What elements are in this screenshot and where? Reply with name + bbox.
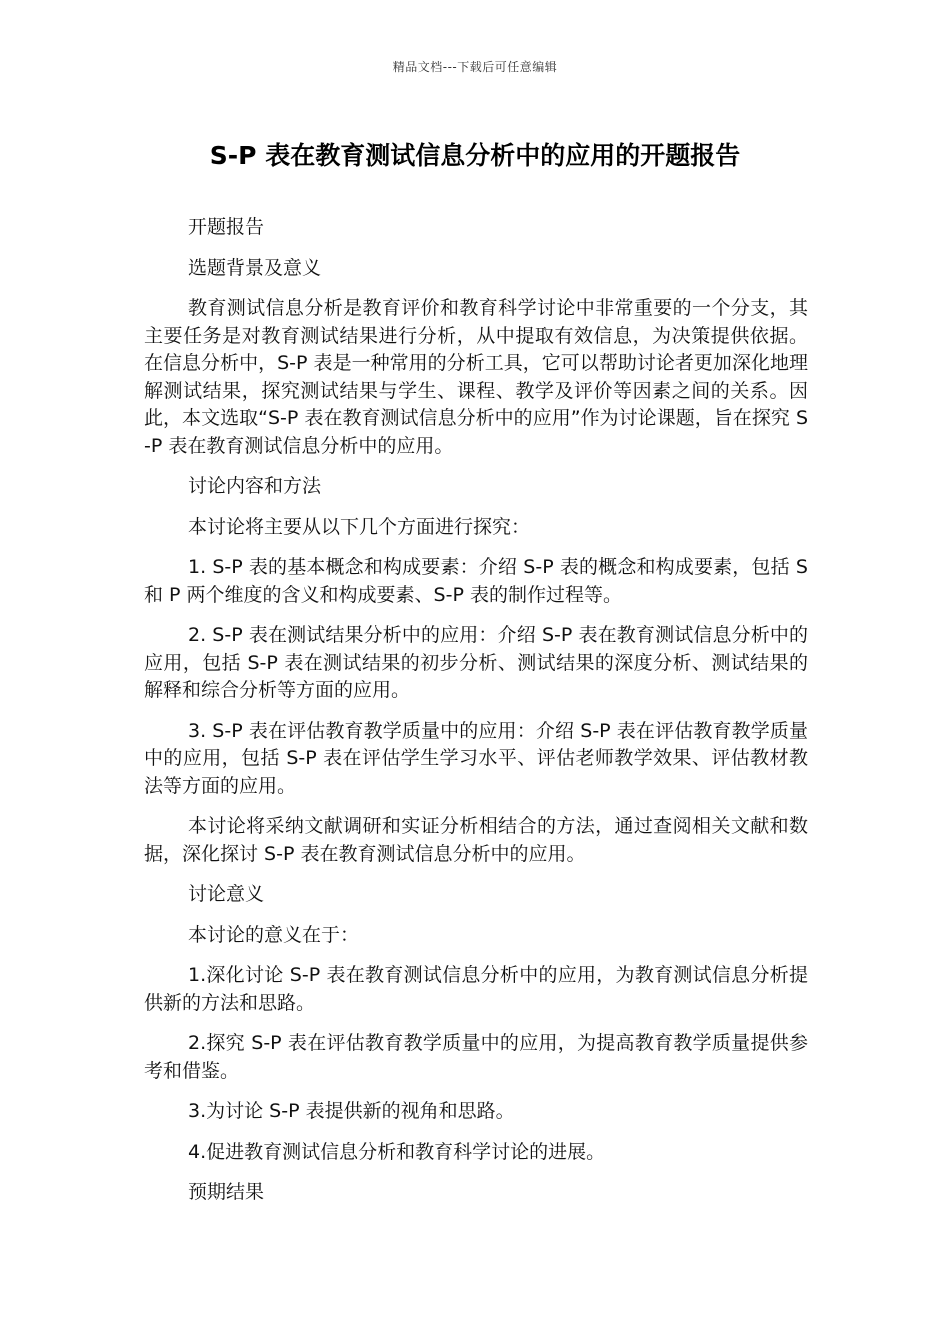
- paragraph-significance-intro: 本讨论的意义在于：: [188, 923, 360, 946]
- list-item-1: 1. S-P 表的基本概念和构成要素：介绍 S-P 表的概念和构成要素，包括 S 和 P 两个维度的含义和构成要素、S-P 表的制作过程等。: [144, 556, 808, 606]
- significance-item-2: 2.探究 S-P 表在评估教育教学质量中的应用，为提高教育教学质量提供参考和借鉴。: [144, 1032, 808, 1082]
- section-heading-significance: 讨论意义: [188, 883, 265, 905]
- section-heading-expected-results: 预期结果: [188, 1181, 265, 1203]
- document-title: S-P 表在教育测试信息分析中的应用的开题报告: [209, 141, 741, 170]
- paragraph-background: 教育测试信息分析是教育评价和教育科学讨论中非常重要的一个分支，其主要任务是对教育测试结果进行分析，从中提取有效信息，为决策提供依据。在信息分析中，S-P 表是一种常用的分析工具，它可以帮助讨论者更加深化地理解测试结果，探究测试结果与学生、课程、教学及评价等因素之间的关系。因此，本文选取“S-P 表在教育测试信息分析中的应用”作为讨论课题，旨在探究 S-P 表在教育测试信息分析中的应用。: [144, 297, 808, 457]
- section-heading-content-method: 讨论内容和方法: [188, 475, 322, 497]
- header-watermark: 精品文档---下载后可任意编辑: [392, 60, 558, 74]
- significance-item-3: 3.为讨论 S-P 表提供新的视角和思路。: [188, 1100, 515, 1122]
- paragraph-intro: 本讨论将主要从以下几个方面进行探究：: [188, 515, 531, 538]
- list-item-3: 3. S-P 表在评估教育教学质量中的应用：介绍 S-P 表在评估教育教学质量中的应用，包括 S-P 表在评估学生学习水平、评估老师教学效果、评估教材教法等方面的应用。: [144, 719, 808, 797]
- document-body: [144, 214, 808, 1220]
- significance-item-4: 4.促进教育测试信息分析和教育科学讨论的进展。: [188, 1140, 606, 1163]
- significance-item-1: 1.深化讨论 S-P 表在教育测试信息分析中的应用，为教育测试信息分析提供新的方法和思路。: [144, 964, 808, 1014]
- paragraph-method: 本讨论将采纳文献调研和实证分析相结合的方法，通过查阅相关文献和数据，深化探讨 S-P 表在教育测试信息分析中的应用。: [144, 815, 808, 865]
- list-item-2: 2. S-P 表在测试结果分析中的应用：介绍 S-P 表在教育测试信息分析中的应用，包括 S-P 表在测试结果的初步分析、测试结果的深度分析、测试结果的解释和综合分析等方面的应用。: [144, 624, 808, 701]
- section-heading-report: 开题报告: [188, 216, 265, 238]
- section-heading-background: 选题背景及意义: [188, 256, 322, 279]
